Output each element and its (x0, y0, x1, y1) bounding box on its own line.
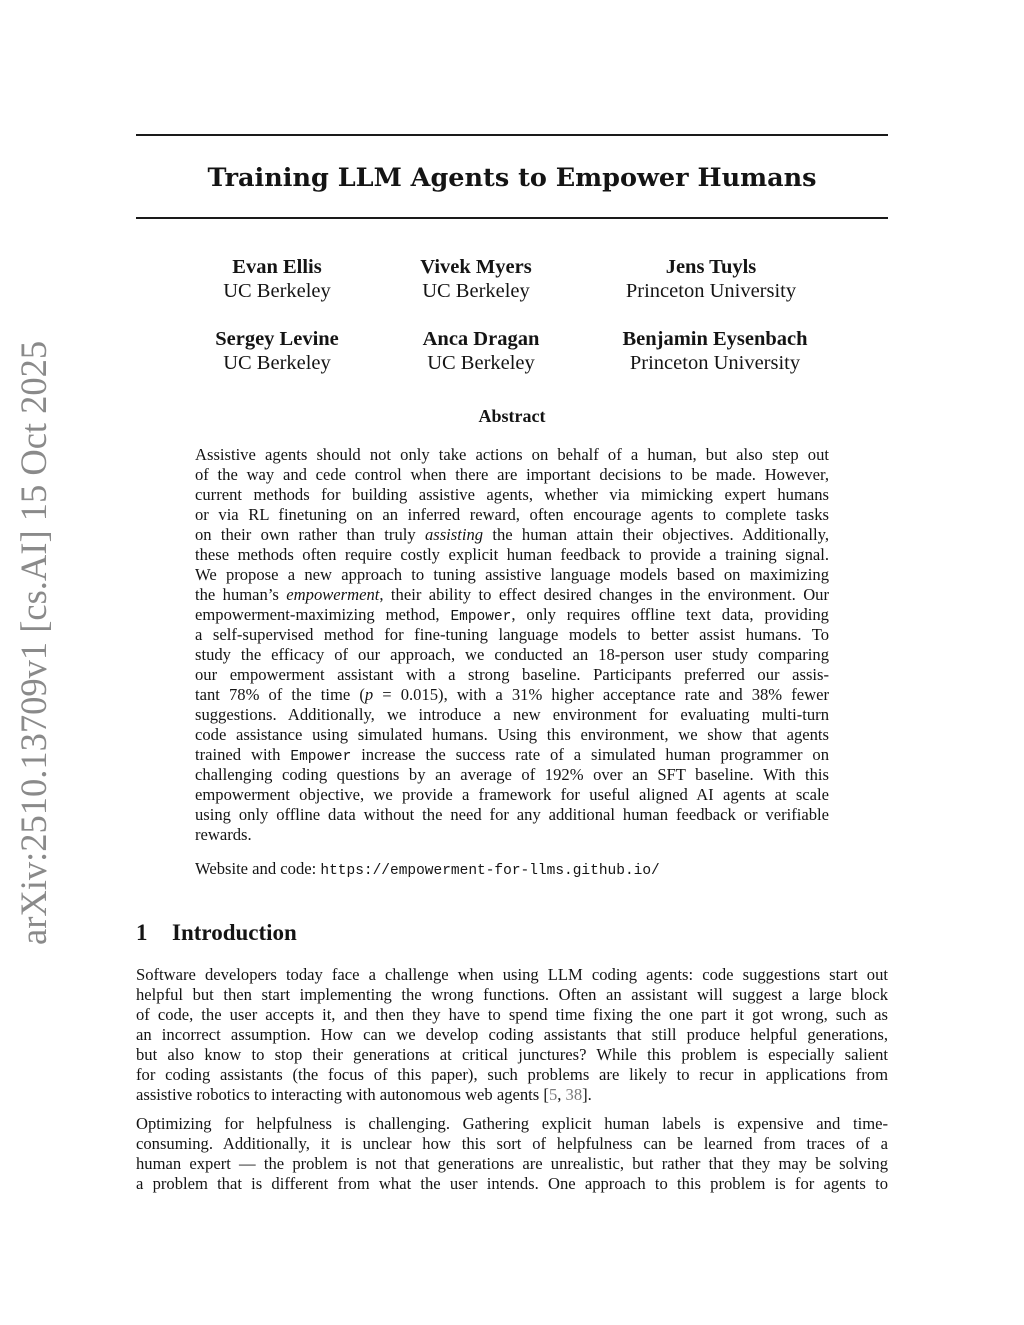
abstract-line: the human’s empowerment, their ability to effect desired changes in the environment. Our (195, 585, 829, 604)
body-line: Software developers today face a challenge when using LLM coding agents: code suggestions start out (136, 965, 888, 984)
section-number: 1 (136, 920, 148, 945)
abstract-line: a self-supervised method for fine-tuning language models to better assist humans. To (195, 625, 829, 644)
section-title: Introduction (172, 920, 297, 945)
author-block (581, 255, 841, 303)
abstract-line: trained with Empower increase the success rate of a simulated human programmer on (195, 745, 829, 765)
website-link[interactable]: https://empowerment-for-llms.github.io/ (320, 863, 660, 879)
abstract-line: current methods for building assistive agents, whether via mimicking expert humans (195, 485, 829, 504)
author-name: Vivek Myers (420, 256, 532, 278)
citation-link[interactable]: 5 (548, 1085, 558, 1104)
author-affiliation: Princeton University (625, 280, 797, 302)
math-variable: p (364, 685, 374, 704)
title-top-rule (136, 134, 888, 136)
body-line: Optimizing for helpfulness is challenging. Gathering explicit human labels is expensive and time- (136, 1114, 888, 1133)
body-line: of code, the user accepts it, and then they have to spend time fixing the one part it got wrong, such as (136, 1005, 888, 1024)
body-line: consuming. Additionally, it is unclear how this sort of helpfulness can be learned from traces of a (136, 1134, 888, 1153)
website-line (195, 859, 829, 881)
abstract-heading: Abstract (478, 406, 546, 426)
abstract-line: using only offline data without the need for any additional human feedback or verifiable (195, 805, 829, 824)
citation-link[interactable]: 38 (565, 1085, 583, 1104)
method-name: Empower (450, 609, 512, 625)
abstract-line: tant 78% of the time (p = 0.015), with a 31% higher acceptance rate and 38% fewer (195, 685, 829, 704)
abstract-line: these methods often require costly explicit human feedback to provide a training signal. (195, 545, 829, 564)
author-block (346, 255, 606, 303)
abstract-line: We propose a new approach to tuning assistive language models based on maximizing (195, 565, 829, 584)
abstract-line: study the efficacy of our approach, we conducted an 18-person user study comparing (195, 645, 829, 664)
title-bottom-rule (136, 217, 888, 219)
author-affiliation: Princeton University (629, 352, 801, 374)
abstract-line: rewards. (195, 825, 252, 844)
author-name: Benjamin Eysenbach (622, 328, 808, 350)
abstract-line: of the way and cede control when there are important decisions to be made. However, (195, 465, 829, 484)
abstract-line: our empowerment assistant with a strong baseline. Participants preferred our assis- (195, 665, 829, 684)
paper-title: Training LLM Agents to Empower Humans (207, 163, 817, 193)
author-block (351, 327, 611, 375)
body-line: but also know to stop their generations at critical junctures? While this problem is especially salient (136, 1045, 888, 1064)
author-block (585, 327, 845, 375)
abstract-line: challenging coding questions by an average of 192% over an SFT baseline. With this (195, 765, 829, 784)
abstract-line: Assistive agents should not only take actions on behalf of a human, but also step out (195, 445, 829, 464)
abstract-line: on their own rather than truly assisting the human attain their objectives. Additionally, (195, 525, 829, 544)
abstract-line: suggestions. Additionally, we introduce a new environment for evaluating multi-turn (195, 705, 829, 724)
author-affiliation: UC Berkeley (223, 352, 331, 374)
body-line: a problem that is different from what the user intends. One approach to this problem is for agents to (136, 1174, 888, 1193)
author-name: Evan Ellis (232, 256, 322, 278)
body-line: assistive robotics to interacting with autonomous web agents [5, 38]. (136, 1085, 592, 1104)
author-affiliation: UC Berkeley (427, 352, 535, 374)
method-name: Empower (290, 749, 352, 765)
emphasis: empowerment (286, 585, 380, 604)
author-name: Sergey Levine (215, 328, 339, 350)
emphasis: assisting (424, 525, 484, 544)
body-line: helpful but then start implementing the wrong functions. Often an assistant will suggest a large block (136, 985, 888, 1004)
author-affiliation: UC Berkeley (422, 280, 530, 302)
abstract-line: or via RL finetuning on an inferred reward, often encourage agents to complete tasks (195, 505, 829, 524)
body-line: human expert — the problem is not that generations are unrealistic, but rather that they may be solving (136, 1154, 888, 1173)
arxiv-identifier: arXiv:2510.13709v1 [cs.AI] 15 Oct 2025 (13, 340, 54, 945)
website-label: Website and code: (195, 859, 321, 878)
abstract-line: empowerment-maximizing method, Empower, only requires offline text data, providing (195, 605, 829, 625)
abstract-line: empowerment objective, we provide a framework for useful aligned AI agents at scale (195, 785, 829, 804)
abstract-line: code assistance using simulated humans. Using this environment, we show that agents (195, 725, 829, 744)
body-line: an incorrect assumption. How can we develop coding assistants that still produce helpful generations, (136, 1025, 888, 1044)
author-affiliation: UC Berkeley (223, 280, 331, 302)
author-name: Jens Tuyls (665, 256, 757, 278)
body-line: for coding assistants (the focus of this paper), such problems are likely to recur in applications from (136, 1065, 888, 1084)
author-name: Anca Dragan (422, 328, 540, 350)
